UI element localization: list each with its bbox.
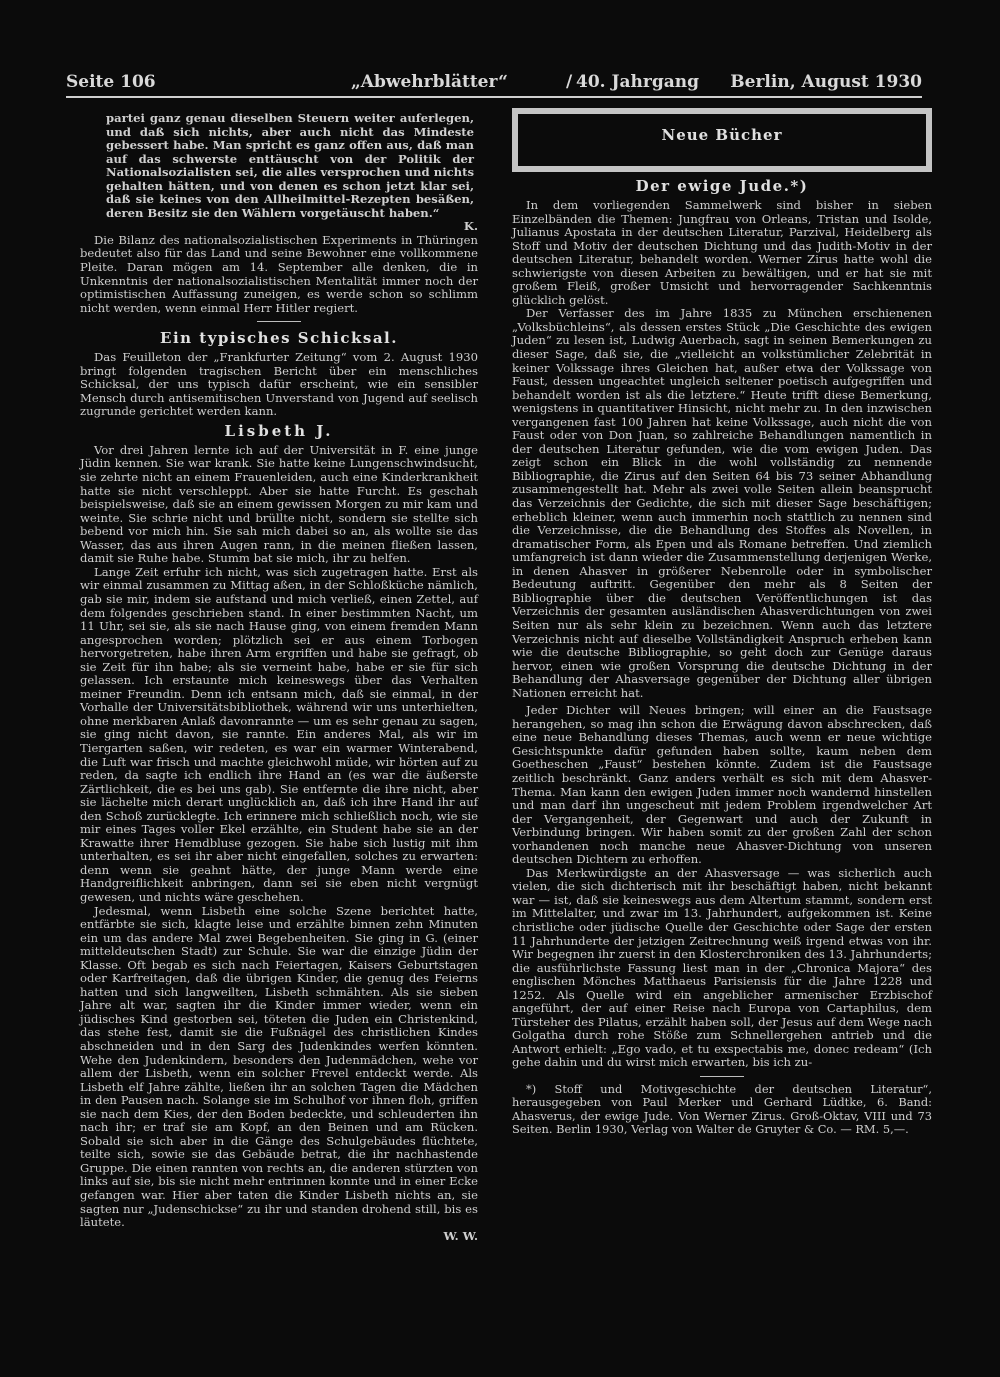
story-paragraph-3: Jedesmal, wenn Lisbeth eine solche Szene berichtet hatte, entfärbte sie sich, klagte leise und erzählte binnen zehn Minuten ein um das andere Mal zwei Begebenheiten. Sie ging in G. (einer mitteldeutschen Stadt) zur Schule. Sie war die einzige Jüdin der Klasse. Oft begab es sich nach Feiertagen, Kaisers Geburtstagen oder Karfreitagen, daß die übrigen Kinder, die genug des Feierns hatten und sich langweilten, Lisbeth schmähten. Als sie sieben Jahre alt war, sagten ihr die Kinder immer wieder, wenn ein jüdisches Kind gestorben sei, töteten die Juden ein Christenkind, das stehe fest, damit sie die Fußnägel des christlichen Kindes abschneiden und in den Sarg des Judenkindes werfen könnten. Wehe den Judenkindern, besonders den Judenmädchen, wehe vor allem der Lisbeth, wenn ein solcher Frevel entdeckt werde. Als Lisbeth elf Jahre zählte, ließen ihr an solchen Tagen die Mädchen in den Pausen nach. Solange sie im Schulhof vor ihnen floh, griffen sie nach dem Kies, der den Boden bedeckte, und schleuderten ihn nach ihr; er traf sie am Kopf, an den Beinen und am Rücken. Sobald sie sich aber in die Gänge des Schulgebäudes flüchtete, teilte sich, sowie sie das Gebäude betrat, die ihr nachhastende Gruppe. Die einen rannten von rechts an, die anderen stürzten von links auf sie, bis sie nicht mehr entrinnen konnte und in einer Ecke gefangen war. Hier aber taten die Kinder Lisbeth nichts an, sie sagten nur „Judenschickse“ zu ihr und standen drohend still, bis es läutete.: [80, 903, 478, 1230]
story-paragraph-1: Vor drei Jahren lernte ich auf der Universität in F. eine junge Jüdin kennen. Sie war krank. Sie hatte keine Lungenschwindsucht, sie zehrte nicht an einem Frauenleiden, auch eine Kinderkrankheit hatte sie nicht verschleppt. Aber sie hatte Furcht. Es geschah beispielsweise, daß sie an einem gewissen Morgen zu mir kam und weinte. Sie schrie nicht und brüllte nicht, sondern sie stellte sich bebend vor mich hin. Sie sah mich dabei so an, als wollte sie das Wasser, das aus ihren Augen rann, in die meinen fließen lassen, damit sie Ruhe habe. Stumm bat sie mich, ihr zu helfen.: [80, 442, 478, 566]
review-paragraph-3: Jeder Dichter will Neues bringen; will einer an die Faustsage herangehen, so mag ihn schon die Erwägung davon abschrecken, daß eine neue Behandlung dieses Themas, auch wenn er neue wichtige Gesichtspunkte dafür gefunden haben sollte, kaum neben dem Goetheschen „Faust“ bestehen könnte. Zudem ist die Faustsage zeitlich beschränkt. Ganz anders verhält es sich mit dem Ahasver-Thema. Man kann den ewigen Juden immer noch wandernd hinstellen und man darf ihn ungescheut mit jedem Problem irgendwelcher Art der Vergangenheit, der Gegenwart und auch der Zukunft in Verbindung bringen. Wir haben somit zu der großen Zahl der schon vorhandenen noch manche neue Ahasver-Dichtung von unseren deutschen Dichtern zu erhoffen.: [512, 703, 932, 867]
header-rule: [66, 96, 922, 98]
footnote-divider: [700, 1076, 744, 1077]
review-paragraph-4: Das Merkwürdigste an der Ahasversage — was sicherlich auch vielen, die sich dichterisch mit ihr beschäftigt haben, nicht bekannt war — ist, daß sie keineswegs aus dem Altertum stammt, sondern erst im Mittelalter, und zwar im 13. Jahrhundert, aufgekommen ist. Keine christliche oder jüdische Quelle der Geschichte oder Sage der ersten 11 Jahrhunderte der jetzigen Zeitrechnung weiß irgend etwas von ihr. Wir begegnen ihr zuerst in den Klosterchroniken des 13. Jahrhunderts; die ausführlichste Fassung liest man in der „Chronica Majora“ des englischen Mönches Matthaeus Parisiensis für die Jahre 1228 und 1252. Als Quelle wird ein angeblicher armenischer Erzbischof angeführt, der auf einer Reise nach Europa von Cartaphilus, dem Türsteher des Pilatus, erzählt haben soll, der Jesus auf dem Wege nach Golgatha durch rohe Stöße zum Schnellergehen antrieb und die Antwort erhielt: „Ego vado, et tu exspectabis me, donec redeam“ (Ich gehe dahin und du wirst mich erwarten, bis ich zu-: [512, 865, 932, 1070]
box-top-bar: [512, 108, 932, 112]
story-signature: W. W.: [443, 1228, 478, 1243]
footnote: [512, 1083, 932, 1136]
article-heading: Ein typisches Schicksal.: [160, 329, 398, 348]
box-title: Neue Bücher: [661, 126, 783, 144]
volume-label: 40. Jahrgang: [576, 72, 700, 92]
quote-signature: K.: [463, 219, 478, 234]
quote-block: partei ganz genau dieselben Steuern weiter auferlegen, und daß sich nichts, aber auch nicht das Mindeste gebessert habe. Man spricht es ganz offen aus, daß man auf das schwerste enttäuscht von der Politik der Nationalsozialisten sei, die alles versprochen und nichts gehalten hätten, und von denen es schon jetzt klar sei, daß sie keines von den Allheilmittel-Rezepten besäßen, deren Besitz sie den Wählern vorgetäuscht haben.“: [106, 111, 474, 220]
neue-buecher-box: [512, 112, 932, 168]
page-header: [66, 72, 922, 98]
right-column: [512, 112, 932, 1136]
footnote-text: *) Stoff und Motivgeschichte der deutschen Literatur“, herausgegeben von Paul Merker und Gerhard Lüdtke, 6. Band: Ahasverus, der ewige Jude. Von Werner Zirus. Groß-Oktav, VIII und 73 Seiten. Berlin 1930, Verlag von Walter de Gruyter & Co. — RM. 5,—.: [512, 1082, 932, 1136]
story-paragraph-2: Lange Zeit erfuhr ich nicht, was sich zugetragen hatte. Erst als wir einmal zusammen zu Mittag aßen, in der Schloßküche nämlich, gab sie mir, indem sie aufstand und mich verließ, einen Zettel, auf dem folgendes geschrieben stand. In einer bestimmten Nacht, um 11 Uhr, sei sie, als sie nach Hause ging, von einem fremden Mann angesprochen worden; plötzlich sei er aus einem Torbogen hervorgetreten, habe ihren Arm ergriffen und habe sie gefragt, ob sie Zeit für ihn habe; als sie verneint habe, habe er sie für sich gelassen. Ich erstaunte mich keineswegs über das Verhalten meiner Freundin. Denn ich entsann mich, daß sie einmal, in der Vorhalle der Universitätsbibliothek, während wir uns unterhielten, ohne merkbaren Anlaß davonrannte — um es sehr genau zu sagen, sie ging nicht davon, sie rannte. Ein anderes Mal, als wir im Tiergarten saßen, wir redeten, es war ein warmer Winterabend, die Luft war frisch und machte gleichwohl müde, wir hörten auf zu reden, da sagte ich endlich ihre Hand an (es war die äußerste Zärtlichkeit, die es bei uns gab). Sie entfernte die ihre nicht, aber sie lächelte mich derart unglücklich an, daß ich ihre Hand ihr auf den Schoß zurücklegte. Ich erinnere mich schließlich noch, wie sie mir eines Tages voller Ekel erzählte, ein Student habe sie an der Krawatte ihrer Hemdbluse gezogen. Sie habe sich lustig mit ihm unterhalten, es sei ihr aber nicht eingefallen, solches zu erwarten: denn wenn sie geahnt hätte, der junge Mann werde eine Handgreiflichkeit anbringen, dann sei sie eben nicht vergnügt gewesen, und nichts wäre geschehen.: [80, 564, 478, 904]
story-subheading: Lisbeth J.: [224, 421, 334, 440]
box-bottom-bar: [512, 168, 932, 172]
left-column: [80, 112, 478, 1243]
review-paragraph-1: In dem vorliegenden Sammelwerk sind bisher in sieben Einzelbänden die Themen: Jungfrau von Orleans, Tristan und Isolde, Julianus Apostata in der deutschen Literatur, Parzival, Heidelberg als Stoff und Motiv der deutschen Dichtung und das Judith-Motiv in der deutschen Literatur, behandelt worden. Werner Zirus hatte wohl die schwierigste von diesen Arbeiten zu bewältigen, und er hat sie mit großem Fleiß, großer Umsicht und hervorragender Sachkenntnis glücklich gelöst.: [512, 198, 932, 307]
page-number: Seite 106: [66, 72, 156, 92]
publication-title: „Abwehrblätter“: [351, 72, 508, 92]
section-divider: [257, 321, 301, 322]
bilanz-paragraph: Die Bilanz des nationalsozialistischen Experiments in Thüringen bedeutet also für das Land und seine Bewohner eine vollkommene Pleite. Daran mögen am 14. September alle denken, die in Unkenntnis der nationalsozialistischen Mentalität immer noch der optimistischen Auffassung zuneigen, es werde schon so schlimm nicht werden, wenn einmal Herr Hitler regiert.: [80, 232, 478, 315]
article-intro: Das Feuilleton der „Frankfurter Zeitung“ vom 2. August 1930 bringt folgenden tragischen Bericht über ein menschliches Schicksal, der uns typisch dafür erscheint, wie ein sensibler Mensch durch antisemitischen Unverstand von Jugend auf seelisch zugrunde gerichtet werden kann.: [80, 350, 478, 419]
header-separator: /: [566, 72, 573, 92]
review-paragraph-2: Der Verfasser des im Jahre 1835 zu München erschienenen „Volksbüchleins“, als dessen erstes Stück „Die Geschichte des ewigen Juden“ zu lesen ist, Ludwig Auerbach, sagt in seinen Bemerkungen zu dieser Sage, daß sie, die „vielleicht an volkstümlicher Zelebrität in keiner Volkssage ihres Gleichen hat, außer etwa der Volkssage von Faust, dessen ungeachtet ungleich seltener poetisch aufgegriffen und behandelt worden ist als die letztere.“ Heute trifft diese Bemerkung, wenigstens in quantitativer Hinsicht, nicht mehr zu. In den inzwischen vergangenen fast 100 Jahren hat keine Volkssage, auch nicht die von Faust oder von Don Juan, so zahlreiche Behandlungen namentlich in der deutschen Literatur gefunden, wie die vom ewigen Juden. Das zeigt schon ein Blick in die wohl vollständig zu nennende Bibliographie, die Zirus auf den Seiten 64 bis 73 seiner Abhandlung zusammengestellt hat. Mehr als zwei volle Seiten allein beansprucht das Verzeichnis der Gedichte, die sich mit dieser Sage beschäftigen; erheblich kleiner, wenn auch immerhin noch stattlich zu nennen sind die Verzeichnisse, die die Behandlung des Stoffes als Novellen, in dramatischer Form, als Epen und als Romane betreffen. Und ziemlich umfangreich ist dann wieder die Zusammenstellung derjenigen Werke, in denen Ahasver in größerer Nebenrolle oder in symbolischer Bedeutung auftritt. Gegenüber den mehr als 8 Seiten der Bibliographie über die deutschen Veröffentlichungen ist das Verzeichnis der gesamten ausländischen Ahasverdichtungen von zwei Seiten nur als sehr klein zu bezeichnen. Wenn auch das letztere Verzeichnis nicht auf dieselbe Vollständigkeit Anspruch erheben kann wie die deutsche Bibliographie, so geht doch zur Genüge daraus hervor, einen wie großen Vorsprung die deutsche Dichtung in der Behandlung der Ahasversage gegenüber der Dichtung aller übrigen Nationen erreicht hat.: [512, 306, 932, 700]
place-date: Berlin, August 1930: [730, 72, 922, 92]
review-heading: Der ewige Jude.*): [635, 177, 809, 195]
